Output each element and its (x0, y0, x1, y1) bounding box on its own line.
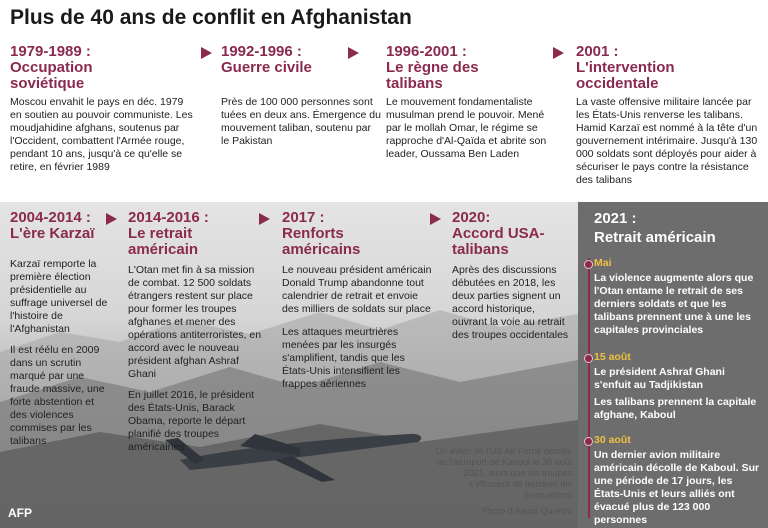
arrow-icon (106, 213, 117, 225)
side-period: 2021 : (594, 210, 637, 227)
era-text: La vaste offensive militaire lancée par les États-Unis renverse les talibans. Hamid Karzaï est nommé à la tête d'un gouvernement intérimaire. Jusqu'à 130 000 soldats sont déployés pour aider à sécuriser le pays contre la résistance des talibans (576, 96, 758, 186)
era-period: 2014-2016 : (128, 209, 209, 226)
era-text-2: En juillet 2016, le président des États-Unis, Barack Obama, reporte le départ planifié des troupes américaines (128, 389, 255, 453)
era-text-2: Les attaques meurtrières menées par les insurgés s'amplifient, tandis que les États-Unis intensifient les frappes aériennes (282, 326, 405, 390)
timeline-dot (584, 260, 593, 269)
event-text-2: Les talibans prennent la capitale afghane, Kaboul (594, 396, 757, 421)
agency-logo: AFP (8, 506, 32, 520)
era-heading: L'intervention occidentale (576, 59, 675, 92)
era-heading: Le retrait américain (128, 225, 199, 258)
era-heading: Le règne des talibans (386, 59, 479, 92)
era-2004 (10, 210, 110, 448)
era-period: 1992-1996 : (221, 43, 302, 60)
era-text: Karzaï remporte la première élection présidentielle au suffrage universel de l'histoire de l'Afghanistan (10, 258, 108, 335)
photo-caption: Un avion de l'US Air Force décolle de l'aéroport de Kaboul le 30 août 2021, alors que les troupes s'efforcent de terminer les évacuations (435, 446, 572, 500)
era-heading: Occupation soviétique (10, 59, 93, 92)
photo-credit: Photo d'Aamir Qureshi (481, 506, 572, 516)
event-date: 30 août (594, 434, 631, 446)
era-period: 1996-2001 : (386, 43, 467, 60)
arrow-icon (348, 47, 359, 59)
era-text: L'Otan met fin à sa mission de combat. 12 500 soldats étrangers restent sur place pour former les troupes afghanes et mener des opérations antiterroristes, en accord avec le nouveau président afghan Ashraf Ghani (128, 264, 262, 380)
event-date: 15 août (594, 351, 631, 363)
arrow-icon (553, 47, 564, 59)
era-text: Le mouvement fondamentaliste musulman prend le pouvoir. Mené par le mollah Omar, le régime se rapproche d'Al-Qaïda et abrite son leader, Oussama Ben Laden (386, 96, 547, 160)
era-period: 2017 : (282, 209, 325, 226)
era-1992 (221, 44, 381, 148)
era-text: Près de 100 000 personnes sont tuées en deux ans. Émergence du mouvement taliban, soutenu par le Pakistan (221, 96, 381, 147)
arrow-icon (259, 213, 270, 225)
era-text: Moscou envahit le pays en déc. 1979 en soutien au pouvoir communiste. Les moudjahidine afghans, soutenus par l'Occident, combattent l'Armée rouge, pendant 10 ans, jusqu'à ce qu'elle se retire, en février 1989 (10, 96, 193, 173)
era-heading: Accord USA-talibans (452, 225, 545, 258)
era-heading: Renforts américains (282, 225, 361, 258)
timeline-dot (584, 354, 593, 363)
era-2017 (282, 210, 432, 391)
era-heading: Guerre civile (221, 59, 312, 76)
event-text: Un dernier avion militaire américain décolle de Kaboul. Sur une période de 17 jours, les États-Unis et leurs alliés ont évacué plus de 123 000 personnes (594, 449, 760, 526)
era-text: Le nouveau président américain Donald Trump abandonne tout calendrier de retrait et envoie des milliers de soldats sur place (282, 264, 432, 315)
side-panel-2021 (578, 202, 768, 528)
event-text: La violence augmente alors que l'Otan entame le retrait de ses derniers soldats et que les talibans prennent une à une les capitales provinciales (594, 272, 754, 336)
arrow-icon (201, 47, 212, 59)
era-text: Après des discussions débutées en 2018, les deux parties signent un accord historique, ouvrant la voie au retrait des troupes occidentales (452, 264, 569, 341)
era-1996 (386, 44, 551, 161)
arrow-icon (430, 213, 441, 225)
era-2020 (452, 210, 570, 342)
era-period: 1979-1989 : (10, 43, 91, 60)
page-title: Plus de 40 ans de conflit en Afghanistan (10, 6, 412, 29)
era-period: 2020: (452, 209, 491, 226)
event-date: Mai (594, 257, 612, 269)
era-2014 (128, 210, 278, 454)
event-text: Le président Ashraf Ghani s'enfuit au Tadjikistan (594, 366, 725, 391)
side-heading: Retrait américain (594, 229, 716, 246)
era-period: 2004-2014 : (10, 209, 91, 226)
era-text-2: Il est réélu en 2009 dans un scrutin marqué par une fraude massive, une forte abstention et des violences commises par les talibans (10, 344, 105, 447)
era-1979 (10, 44, 195, 174)
era-period: 2001 : (576, 43, 619, 60)
era-2001 (576, 44, 764, 187)
era-heading: L'ère Karzaï (10, 225, 95, 242)
timeline-line (588, 258, 590, 518)
timeline-dot (584, 437, 593, 446)
